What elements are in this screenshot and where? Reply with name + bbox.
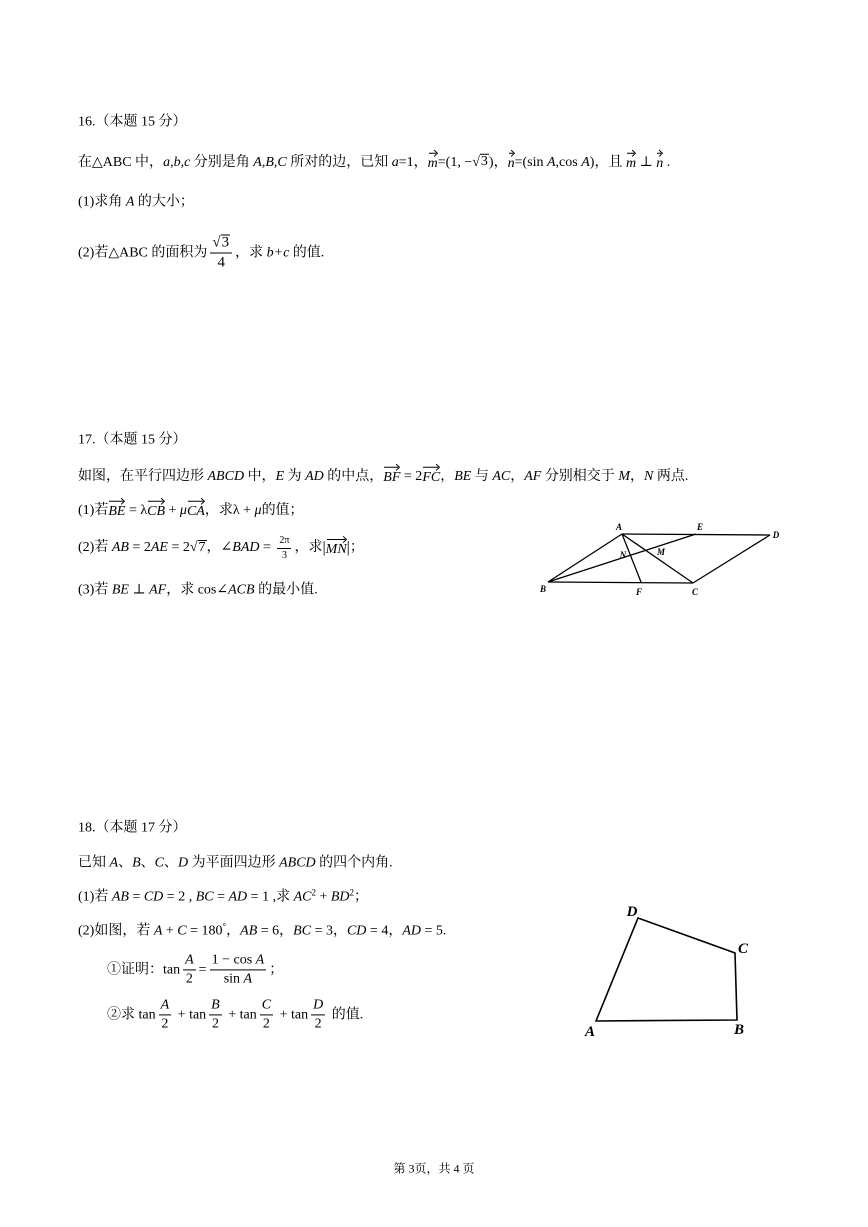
math-variable: AD: [228, 889, 248, 905]
text-segment: 的值.: [328, 1007, 364, 1023]
q16-stem: [78, 152, 670, 173]
function-name: tan: [163, 962, 181, 978]
abs-bar-left: |: [322, 539, 326, 556]
page-footer: 第 3页，共 4 页: [393, 1161, 475, 1176]
math-variable: AF: [524, 468, 542, 484]
fraction: [210, 952, 267, 987]
text-segment: =(1, −: [437, 154, 473, 170]
text-segment: =(sin: [514, 154, 547, 170]
text-segment: 分别相交于: [541, 468, 619, 484]
q18-stem: [78, 854, 393, 872]
text-segment: ，: [510, 468, 525, 484]
math-variable: b+c: [266, 245, 290, 261]
vector-fc: [422, 466, 440, 487]
text-segment: =: [213, 889, 229, 905]
text-segment: (1)求角: [78, 194, 126, 210]
q17-stem: [78, 466, 688, 487]
math-variable: μ: [179, 502, 187, 518]
text-segment: = 2 ,: [163, 889, 196, 905]
radical-sign: √: [189, 540, 198, 556]
point-label-d: D: [772, 530, 780, 540]
q17-part3: [78, 581, 318, 599]
math-variable: BD: [330, 889, 350, 905]
text-segment: (2)若: [78, 540, 112, 556]
fraction-denominator: 2: [211, 1016, 219, 1032]
text-segment: 与: [471, 468, 493, 484]
text-segment: = λ: [125, 502, 148, 518]
segment-dc: [693, 535, 770, 583]
q17-title-text: 17.（本题 15 分）: [78, 432, 187, 448]
vector-label: n: [656, 155, 664, 171]
math-variable: CD: [143, 889, 164, 905]
fraction-numerator: C: [260, 997, 273, 1015]
text-segment: = 2: [128, 540, 151, 556]
text-segment: = 180: [186, 923, 223, 939]
text-segment: 的四个内角.: [315, 855, 393, 871]
text-segment: + tan: [224, 1007, 257, 1023]
text-segment: (2)如图，若: [78, 923, 154, 939]
q17-part2: [78, 535, 364, 561]
radicand: 3: [480, 154, 488, 170]
math-variable: AD: [305, 468, 324, 484]
text-segment: = 2: [167, 540, 190, 556]
text-segment: ；: [269, 962, 284, 978]
point-label-e: E: [696, 522, 704, 532]
vector-label: FC: [422, 469, 441, 485]
fraction-denominator: 2: [161, 1016, 169, 1032]
text-segment: +: [162, 923, 178, 939]
text-segment: (2)若△ABC 的面积为: [78, 245, 208, 261]
math-variable: BE: [454, 468, 472, 484]
text-segment: ,cos: [555, 154, 582, 170]
text-segment: ⊥: [636, 154, 657, 170]
abs-bar-right: |: [346, 539, 350, 556]
fraction-numerator: [210, 235, 232, 254]
text-segment: 为: [284, 468, 306, 484]
text-segment: 的值.: [289, 245, 325, 261]
fraction-numerator: D: [311, 997, 325, 1015]
math-variable: AC: [492, 468, 511, 484]
point-label-c: C: [737, 941, 749, 957]
point-label-m: M: [656, 547, 666, 557]
fraction-numerator: A: [159, 997, 172, 1015]
math-variable: BC: [293, 923, 312, 939]
point-label-d: D: [626, 904, 638, 920]
math-variable: AB: [111, 889, 129, 905]
point-label-f: F: [635, 587, 643, 597]
vector-mn: [326, 538, 347, 559]
text-segment: sin: [223, 971, 244, 987]
text-segment: 的中点，: [323, 468, 384, 484]
fraction: [209, 997, 222, 1032]
math-variable: AB: [111, 540, 129, 556]
math-variable: A,B,C: [253, 154, 287, 170]
fraction: [210, 235, 232, 272]
text-segment: ，求 cos∠: [166, 582, 229, 598]
text-segment: = 6，: [257, 923, 294, 939]
math-variable: A: [153, 923, 163, 939]
q17-title: [78, 431, 187, 449]
q18-part2-step2: [107, 997, 363, 1032]
fraction-numerator: 2π: [277, 535, 291, 549]
point-label-b: B: [539, 584, 547, 594]
text-segment: 、: [163, 855, 178, 871]
text-segment: 的大小；: [134, 194, 194, 210]
text-segment: = 1 ,求: [247, 889, 294, 905]
q16-part2: [78, 235, 324, 272]
q18-title-text: 18.（本题 17 分）: [78, 820, 187, 836]
math-variable: E: [275, 468, 285, 484]
vector-label: CB: [147, 503, 166, 519]
text-segment: 在△ABC 中，: [78, 154, 164, 170]
text-segment: + tan: [174, 1007, 207, 1023]
text-segment: 已知: [78, 855, 110, 871]
quadrilateral-figure: [570, 895, 760, 1040]
quadrilateral-abcd: [596, 918, 737, 1021]
point-label-n: N: [619, 550, 627, 560]
q16-part1: [78, 193, 194, 211]
text-segment: ；: [354, 889, 369, 905]
text-segment: = 3，: [311, 923, 347, 939]
math-variable: BE: [111, 582, 129, 598]
segment-ac: [622, 534, 693, 583]
vector-n: [656, 152, 663, 173]
square-root: [212, 235, 230, 252]
text-segment: 中，: [244, 468, 276, 484]
text-segment: = 2: [400, 468, 423, 484]
math-variable: A: [581, 154, 590, 170]
math-variable: M: [618, 468, 630, 484]
text-segment: 所对的边，已知: [286, 154, 392, 170]
fraction-numerator: B: [209, 997, 222, 1015]
q18-title: [78, 819, 187, 837]
text-segment: 、: [118, 855, 133, 871]
point-label-c: C: [691, 587, 699, 597]
math-variable: ABCD: [279, 855, 316, 871]
square-root: [190, 540, 207, 556]
text-segment: (1)若: [78, 889, 112, 905]
text-segment: =: [198, 962, 207, 978]
q18-part2: [78, 922, 446, 940]
fraction-denominator: 2: [185, 971, 193, 987]
segment-ab: [548, 534, 622, 582]
vector-label: MN: [325, 541, 347, 557]
text-segment: ，求: [235, 245, 267, 261]
q16-title-text: 16.（本题 15 分）: [78, 114, 187, 130]
math-variable: μ: [254, 502, 262, 518]
fraction: [183, 952, 196, 987]
fraction: [311, 997, 325, 1032]
fraction: [277, 535, 291, 561]
fraction: [260, 997, 273, 1032]
text-segment: 的最小值.: [254, 582, 318, 598]
q18-part1: [78, 888, 368, 906]
vector-label: CA: [186, 503, 205, 519]
parallelogram-figure: [530, 515, 790, 600]
math-variable: D: [177, 855, 189, 871]
degree-sign: °: [222, 921, 227, 932]
math-variable: A: [109, 855, 119, 871]
math-variable: C: [154, 855, 164, 871]
text-segment: ⊥: [128, 582, 150, 598]
math-variable: CD: [346, 923, 367, 939]
q17-part1: [78, 500, 304, 521]
text-segment: = 4，: [366, 923, 403, 939]
text-segment: =: [259, 540, 275, 556]
text-segment: )，且: [589, 154, 626, 170]
radical-sign: √: [472, 154, 480, 170]
math-variable: AC: [293, 889, 312, 905]
text-segment: (1)若: [78, 502, 109, 518]
text-segment: ；: [349, 540, 364, 556]
math-variable: AE: [150, 540, 168, 556]
vector-bf: [383, 466, 400, 487]
text-segment: =1，: [398, 154, 428, 170]
point-label-a: A: [615, 522, 623, 532]
text-segment: 1 − cos: [211, 952, 256, 968]
fraction: [159, 997, 172, 1032]
radicand: 3: [221, 234, 230, 251]
math-variable: A: [125, 194, 135, 210]
text-segment: 如图，在平行四边形: [78, 468, 208, 484]
segment-bc: [548, 582, 693, 583]
point-label-a: A: [584, 1024, 596, 1040]
text-segment: + tan: [276, 1007, 309, 1023]
text-segment: 、: [140, 855, 155, 871]
text-segment: +: [165, 502, 180, 518]
vector-label: m: [625, 155, 637, 171]
fraction-denominator: 2: [314, 1016, 322, 1032]
text-segment: ②求 tan: [107, 1007, 156, 1023]
math-variable: a: [391, 154, 399, 170]
math-variable: A: [243, 971, 253, 987]
vector-label: BE: [108, 503, 126, 519]
vector-label: n: [507, 155, 515, 171]
fraction-denominator: [222, 971, 254, 988]
math-variable: a,b,c: [163, 154, 191, 170]
math-variable: A: [546, 154, 556, 170]
vector-m: [428, 152, 438, 173]
vector-ca: [187, 500, 205, 521]
text-segment: +: [315, 889, 331, 905]
math-variable: BAD: [232, 540, 260, 556]
text-segment: 分别是角: [190, 154, 254, 170]
vector-cb: [147, 500, 165, 521]
text-segment: 的值；: [261, 502, 304, 518]
text-segment: = 5.: [421, 923, 447, 939]
fraction-denominator: 2: [262, 1016, 270, 1032]
math-variable: C: [177, 923, 187, 939]
radical-sign: √: [212, 234, 221, 251]
square-root: [472, 154, 489, 170]
text-segment: .: [663, 154, 671, 170]
text-segment: )，: [488, 154, 508, 170]
math-variable: ACB: [228, 582, 255, 598]
text-segment: =: [128, 889, 144, 905]
fraction-denominator: 3: [281, 549, 287, 561]
fraction-numerator: A: [183, 952, 196, 970]
text-segment: ①证明：: [107, 962, 163, 978]
vector-label: BF: [383, 469, 401, 485]
vector-n: [508, 152, 515, 173]
text-segment: ，求: [294, 540, 323, 556]
point-label-b: B: [733, 1022, 745, 1038]
text-segment: ，求λ +: [204, 502, 255, 518]
text-segment: (3)若: [78, 582, 112, 598]
math-variable: BC: [195, 889, 214, 905]
q16-title: [78, 113, 187, 131]
math-variable: N: [643, 468, 654, 484]
radicand: 7: [198, 540, 206, 556]
vector-m: [626, 152, 636, 173]
math-variable: B: [132, 855, 141, 871]
vector-be: [108, 500, 125, 521]
math-variable: A: [255, 952, 265, 968]
q18-part2-step1: [107, 952, 283, 987]
text-segment: ，: [629, 468, 644, 484]
math-variable: AB: [240, 923, 258, 939]
text-segment: 为平面四边形: [188, 855, 280, 871]
text-segment: ，∠: [206, 540, 233, 556]
text-segment: ，: [226, 923, 241, 939]
text-segment: 两点.: [653, 468, 689, 484]
math-variable: ABCD: [207, 468, 245, 484]
text-segment: ，: [440, 468, 455, 484]
math-variable: AD: [402, 923, 421, 939]
superscript: 2: [349, 887, 355, 898]
fraction-numerator: [210, 952, 267, 970]
math-variable: AF: [149, 582, 167, 598]
vector-label: m: [427, 155, 438, 171]
superscript: 2: [311, 887, 316, 898]
fraction-denominator: 4: [217, 254, 225, 271]
